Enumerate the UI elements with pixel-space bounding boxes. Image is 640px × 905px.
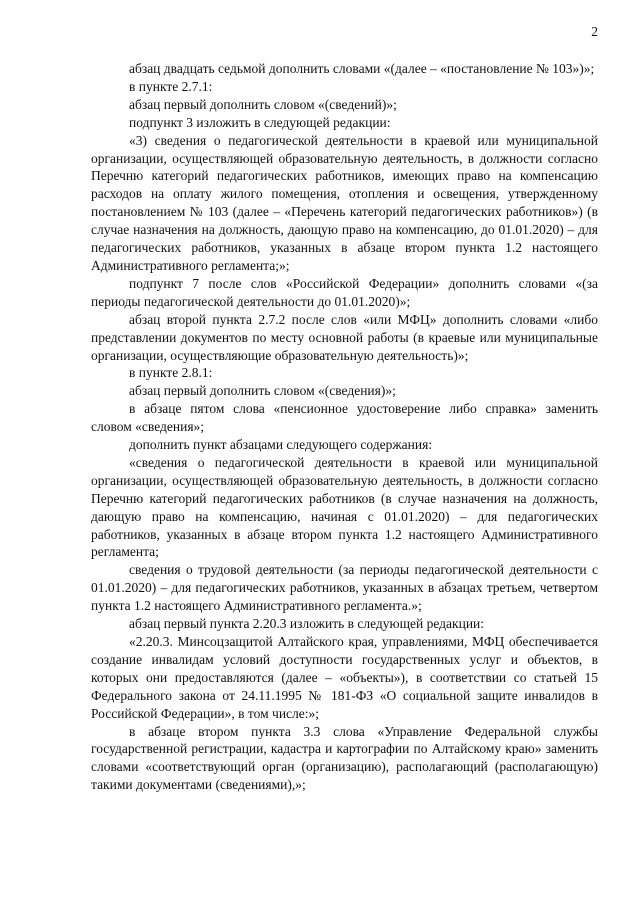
paragraph: в абзаце пятом слова «пенсионное удостоверение либо справка» заменить словом «сведения»;	[91, 401, 598, 435]
paragraph: «сведения о педагогической деятельности в краевой или муниципальной организации, осуществляющей образовательную деятельность, в должности согласно Перечню категорий педагогических работников (в случае назначения на должность, дающую право на компенсацию, начиная с 01.01.2020) – для педагогических работников, указанных в абзаце втором пункта 1.2 настоящего Административного регламента;	[91, 454, 598, 560]
paragraph: подпункт 3 изложить в следующей редакции:	[129, 114, 391, 130]
document-body	[91, 60, 598, 794]
paragraph: «3) сведения о педагогической деятельности в краевой или муниципальной организации, осуществляющей образовательную деятельность, в должности согласно Перечню категорий педагогических работников, имеющих право на компенсацию расходов на оплату жилого помещения, отопления и освещения, утвержденному постановлением № 103 (далее – «Перечень категорий педагогических работников») (в случае назначения на должность, дающую право на компенсацию, до 01.01.2020) – для педагогических работников, указанных в абзаце втором пункта 1.2 настоящего Административного регламента;»;	[91, 132, 598, 273]
paragraph: в абзаце втором пункта 3.3 слова «Управление Федеральной службы государственной регистрации, кадастра и картографии по Алтайскому краю» заменить словами «соответствующий орган (организацию), располагающий (располагающую) такими документами (сведениями),»;	[91, 723, 598, 793]
paragraph: абзац первый дополнить словом «(сведения)»;	[129, 383, 396, 399]
page-number: 2	[591, 24, 598, 39]
paragraph: абзац первый пункта 2.20.3 изложить в следующей редакции:	[129, 616, 485, 632]
paragraph: абзац двадцать седьмой дополнить словами «(далее – «постановление № 103»)»;	[129, 61, 595, 76]
paragraph: абзац второй пункта 2.7.2 после слов «или МФЦ» дополнить словами «либо представлении документов по месту основной работы (в краевые или муниципальные организации, осуществляющие образовательную деятельность)»;	[91, 311, 598, 363]
paragraph: в пункте 2.7.1:	[129, 78, 213, 94]
paragraph: в пункте 2.8.1:	[129, 365, 213, 381]
paragraph: «2.20.3. Минсоцзащитой Алтайского края, управлениями, МФЦ обеспечивается создание инвалидам условий доступности государственных услуг и объектов, в которых они предоставляются (далее – «объекты»), в соответствии со статьей 15 Федерального закона от 24.11.1995 № 181-ФЗ «О социальной защите инвалидов в Российской Федерации», в том числе:»;	[91, 634, 598, 721]
paragraph: сведения о трудовой деятельности (за периоды педагогической деятельности с 01.01.2020) – для педагогических работников, указанных в абзацах третьем, четвертом пункта 1.2 настоящего Административного регламента.»;	[91, 562, 598, 614]
paragraph: подпункт 7 после слов «Российской Федерации» дополнить словами «(за периоды педагогической деятельности до 01.01.2020)»;	[91, 275, 598, 309]
paragraph: абзац первый дополнить словом «(сведений)»;	[129, 96, 397, 112]
paragraph: дополнить пункт абзацами следующего содержания:	[129, 437, 433, 453]
